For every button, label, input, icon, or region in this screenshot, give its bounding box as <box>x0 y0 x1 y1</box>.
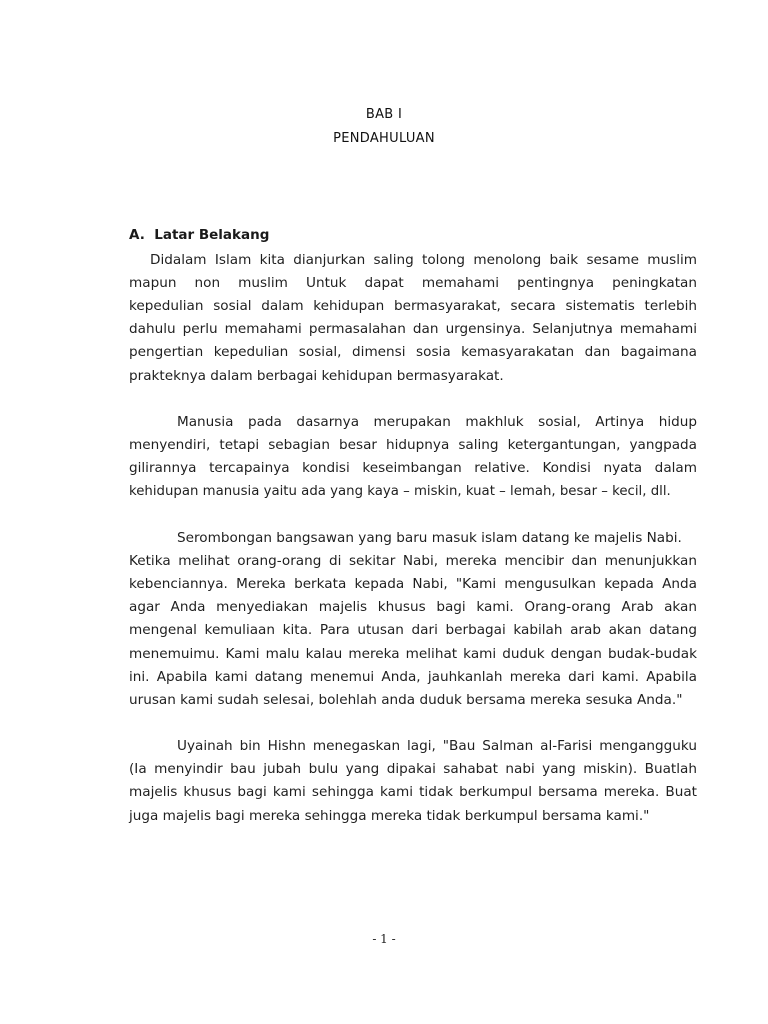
paragraph-line: pengertian kepedulian sosial, dimensi sosia kemasyarakatan dan bagaimana <box>129 344 697 360</box>
paragraph-line: (Ia menyindir bau jubah bulu yang dipakai sahabat nabi yang miskin). Buatlah <box>129 761 697 777</box>
paragraph-line: Manusia pada dasarnya merupakan makhluk sosial, Artinya hidup <box>177 414 697 430</box>
paragraph-line: majelis khusus bagi kami sehingga kami tidak berkumpul bersama mereka. Buat <box>129 784 697 800</box>
chapter-number: BAB I <box>365 107 403 122</box>
paragraph-line: urusan kami sudah selesai, bolehlah anda duduk bersama mereka sesuka Anda." <box>129 692 683 708</box>
paragraph-line: prakteknya dalam berbagai kehidupan bermasyarakat. <box>129 368 504 384</box>
paragraph-line: kebenciannya. Mereka berkata kepada Nabi, "Kami mengusulkan kepada Anda <box>129 576 697 592</box>
paragraph-line: Didalam Islam kita dianjurkan saling tolong menolong baik sesame muslim <box>150 252 697 268</box>
paragraph-line: Serombongan bangsawan yang baru masuk islam datang ke majelis Nabi. <box>177 530 682 546</box>
section-title: A. Latar Belakang <box>129 227 270 243</box>
paragraph-line: Uyainah bin Hishn menegaskan lagi, "Bau Salman al-Farisi mengangguku <box>177 738 697 754</box>
paragraph-line: Ketika melihat orang-orang di sekitar Nabi, mereka mencibir dan menunjukkan <box>129 553 697 569</box>
paragraph-line: gilirannya tercapainya kondisi keseimbangan relative. Kondisi nyata dalam <box>129 460 697 476</box>
paragraph-line: menemuimu. Kami malu kalau mereka melihat kami duduk dengan budak-budak <box>129 646 697 662</box>
paragraph-line: kehidupan manusia yaitu ada yang kaya – miskin, kuat – lemah, besar – kecil, dll. <box>129 484 671 499</box>
paragraph-line: ini. Apabila kami datang menemui Anda, jauhkanlah mereka dari kami. Apabila <box>129 669 697 685</box>
paragraph-line: menyendiri, tetapi sebagian besar hidupnya saling ketergantungan, yangpada <box>129 437 697 453</box>
paragraph-line: mapun non muslim Untuk dapat memahami pentingnya peningkatan <box>129 275 697 291</box>
paragraph-line: dahulu perlu memahami permasalahan dan urgensinya. Selanjutnya memahami <box>129 321 697 337</box>
paragraph-line: mengenal kemuliaan kita. Para utusan dari berbagai kabilah arab akan datang <box>129 622 697 638</box>
chapter-title: PENDAHULUAN <box>333 131 435 146</box>
paragraph-line: agar Anda menyediakan majelis khusus bagi kami. Orang-orang Arab akan <box>129 599 697 615</box>
page-number: - 1 - <box>372 932 396 946</box>
paragraph-line: kepedulian sosial dalam kehidupan bermasyarakat, secara sistematis terlebih <box>129 298 697 314</box>
paragraph-line: juga majelis bagi mereka sehingga mereka tidak berkumpul bersama kami." <box>129 808 650 824</box>
